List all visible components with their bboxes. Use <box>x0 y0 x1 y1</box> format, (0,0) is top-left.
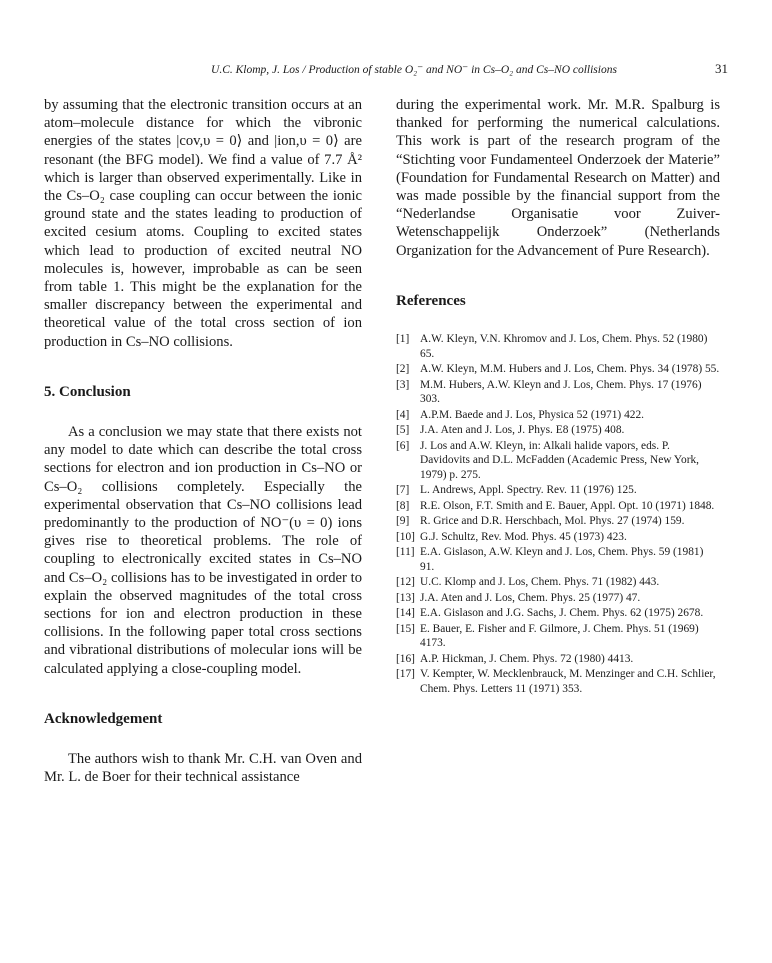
reference-text: E.A. Gislason and J.G. Sachs, J. Chem. Phys. 62 (1975) 2678. <box>420 607 704 620</box>
page-number: 31 <box>715 61 728 76</box>
reference-text: A.P. Hickman, J. Chem. Phys. 72 (1980) 4413. <box>420 652 634 665</box>
reference-text: E.A. Gislason, A.W. Kleyn and J. Los, Chem. Phys. 59 (1981) 91. <box>420 546 704 573</box>
reference-number: [11] <box>396 546 415 559</box>
reference-text: J.A. Aten and J. Los, Chem. Phys. 25 (1977) 47. <box>420 591 641 604</box>
reference-item <box>396 499 720 514</box>
reference-number: [9] <box>396 515 410 528</box>
running-title: U.C. Klomp, J. Los / Production of stable O₂⁻ and NO⁻ in Cs–O₂ and Cs–NO collisions <box>211 64 617 76</box>
body-paragraph-continuation: by assuming that the electronic transition occurs at an atom–molecule distance for which the vibronic energies of the states |cov,υ = 0⟩ and |ion,υ = 0⟩ are resonant (the BFG model). We find a value of 7.7 Å² which is larger than observed experimentally. Like in the Cs–O₂ case coupling can occur between the ionic ground state and the states leading to production of excited cesium atoms. Coupling to excited states which lead to production of excited neutral NO molecules is, however, improbable as can be seen from table 1. This might be the explanation for the smaller discrepancy between the experimental and theoretical value of the total cross section of ion production in Cs–NO collisions. <box>44 97 362 350</box>
reference-item <box>396 378 720 407</box>
reference-text: J. Los and A.W. Kleyn, in: Alkali halide vapors, eds. P. Davidovits and D.L. McFadden (Academic Press, New York, 1979) p. 275. <box>420 439 700 481</box>
left-column <box>44 96 362 787</box>
running-header <box>44 62 728 82</box>
reference-item <box>396 362 720 377</box>
reference-number: [6] <box>396 439 410 452</box>
reference-number: [5] <box>396 424 410 437</box>
reference-text: R. Grice and D.R. Herschbach, Mol. Phys. 27 (1974) 159. <box>420 515 685 528</box>
reference-item <box>396 423 720 438</box>
reference-number: [3] <box>396 378 410 391</box>
acknowledgement-continuation: during the experimental work. Mr. M.R. Spalburg is thanked for performing the numerical calculations. This work is part of the research program of the “Stichting voor Fundamenteel Onderzoek der Materie” (Foundation for Fundamental Research on Matter) and was made possible by the financial support from the “Nederlandse Organisatie voor Zuiver-Wetenschappelijk Onderzoek” (Netherlands Organization for the Advancement of Pure Research). <box>396 97 720 259</box>
reference-text: R.E. Olson, F.T. Smith and E. Bauer, Appl. Opt. 10 (1971) 1848. <box>420 499 715 512</box>
acknowledgement-paragraph: The authors wish to thank Mr. C.H. van Oven and Mr. L. de Boer for their technical assistance <box>44 751 362 786</box>
reference-text: A.W. Kleyn, M.M. Hubers and J. Los, Chem. Phys. 34 (1978) 55. <box>420 363 720 376</box>
reference-text: A.W. Kleyn, V.N. Khromov and J. Los, Chem. Phys. 52 (1980) 65. <box>420 333 708 360</box>
reference-text: E. Bauer, E. Fisher and F. Gilmore, J. Chem. Phys. 51 (1969) 4173. <box>420 622 699 650</box>
reference-item <box>396 514 720 529</box>
reference-number: [14] <box>396 607 415 620</box>
reference-number: [13] <box>396 591 415 604</box>
reference-number: [4] <box>396 408 410 421</box>
right-column <box>396 96 720 697</box>
reference-text: V. Kempter, W. Mecklenbrauck, M. Menzinger and C.H. Schlier, Chem. Phys. Letters 11 (1971) 353. <box>420 668 716 695</box>
reference-item <box>396 483 720 498</box>
reference-item <box>396 545 720 574</box>
reference-item <box>396 591 720 606</box>
reference-text: G.J. Schultz, Rev. Mod. Phys. 45 (1973) 423. <box>420 530 627 543</box>
acknowledgement-heading: Acknowledgement <box>44 710 163 727</box>
reference-text: U.C. Klomp and J. Los, Chem. Phys. 71 (1982) 443. <box>420 576 660 589</box>
reference-item <box>396 606 720 621</box>
reference-item <box>396 652 720 667</box>
reference-number: [10] <box>396 530 415 543</box>
reference-text: J.A. Aten and J. Los, J. Phys. E8 (1975) 408. <box>420 424 625 437</box>
reference-number: [2] <box>396 363 410 376</box>
reference-text: A.P.M. Baede and J. Los, Physica 52 (1971) 422. <box>420 408 644 421</box>
reference-item <box>396 575 720 590</box>
reference-item <box>396 332 720 361</box>
reference-item <box>396 439 720 483</box>
reference-number: [12] <box>396 576 415 589</box>
reference-number: [17] <box>396 668 415 681</box>
reference-number: [7] <box>396 484 410 497</box>
reference-number: [16] <box>396 652 415 665</box>
reference-item <box>396 622 720 651</box>
conclusion-paragraph: As a conclusion we may state that there exists not any model to date which can describe the total cross sections for electron and ion production in Cs–NO or Cs–O₂ collisions completely. Especially the experimental observation that Cs–NO collisions lead predominantly to the production of NO⁻(υ = 0) ions gives rise to theoretical problems. The role of coupling to electronically excited states in Cs–NO and Cs–O₂ collisions has to be investigated in order to explain the observed magnitudes of the total cross sections for ion and electron production in these collisions. In the following paper total cross sections and vibrational distributions of molecular ions will be calculated applying a close-coupling model. <box>44 424 362 677</box>
reference-number: [15] <box>396 622 415 635</box>
reference-number: [8] <box>396 499 410 512</box>
references-list <box>396 332 720 696</box>
reference-text: M.M. Hubers, A.W. Kleyn and J. Los, Chem. Phys. 17 (1976) 303. <box>420 378 702 406</box>
reference-number: [1] <box>396 333 410 346</box>
reference-item <box>396 530 720 545</box>
conclusion-heading: 5. Conclusion <box>44 383 131 400</box>
references-heading: References <box>396 292 466 309</box>
reference-item <box>396 408 720 423</box>
reference-item <box>396 667 720 696</box>
reference-text: L. Andrews, Appl. Spectry. Rev. 11 (1976) 125. <box>420 484 637 497</box>
